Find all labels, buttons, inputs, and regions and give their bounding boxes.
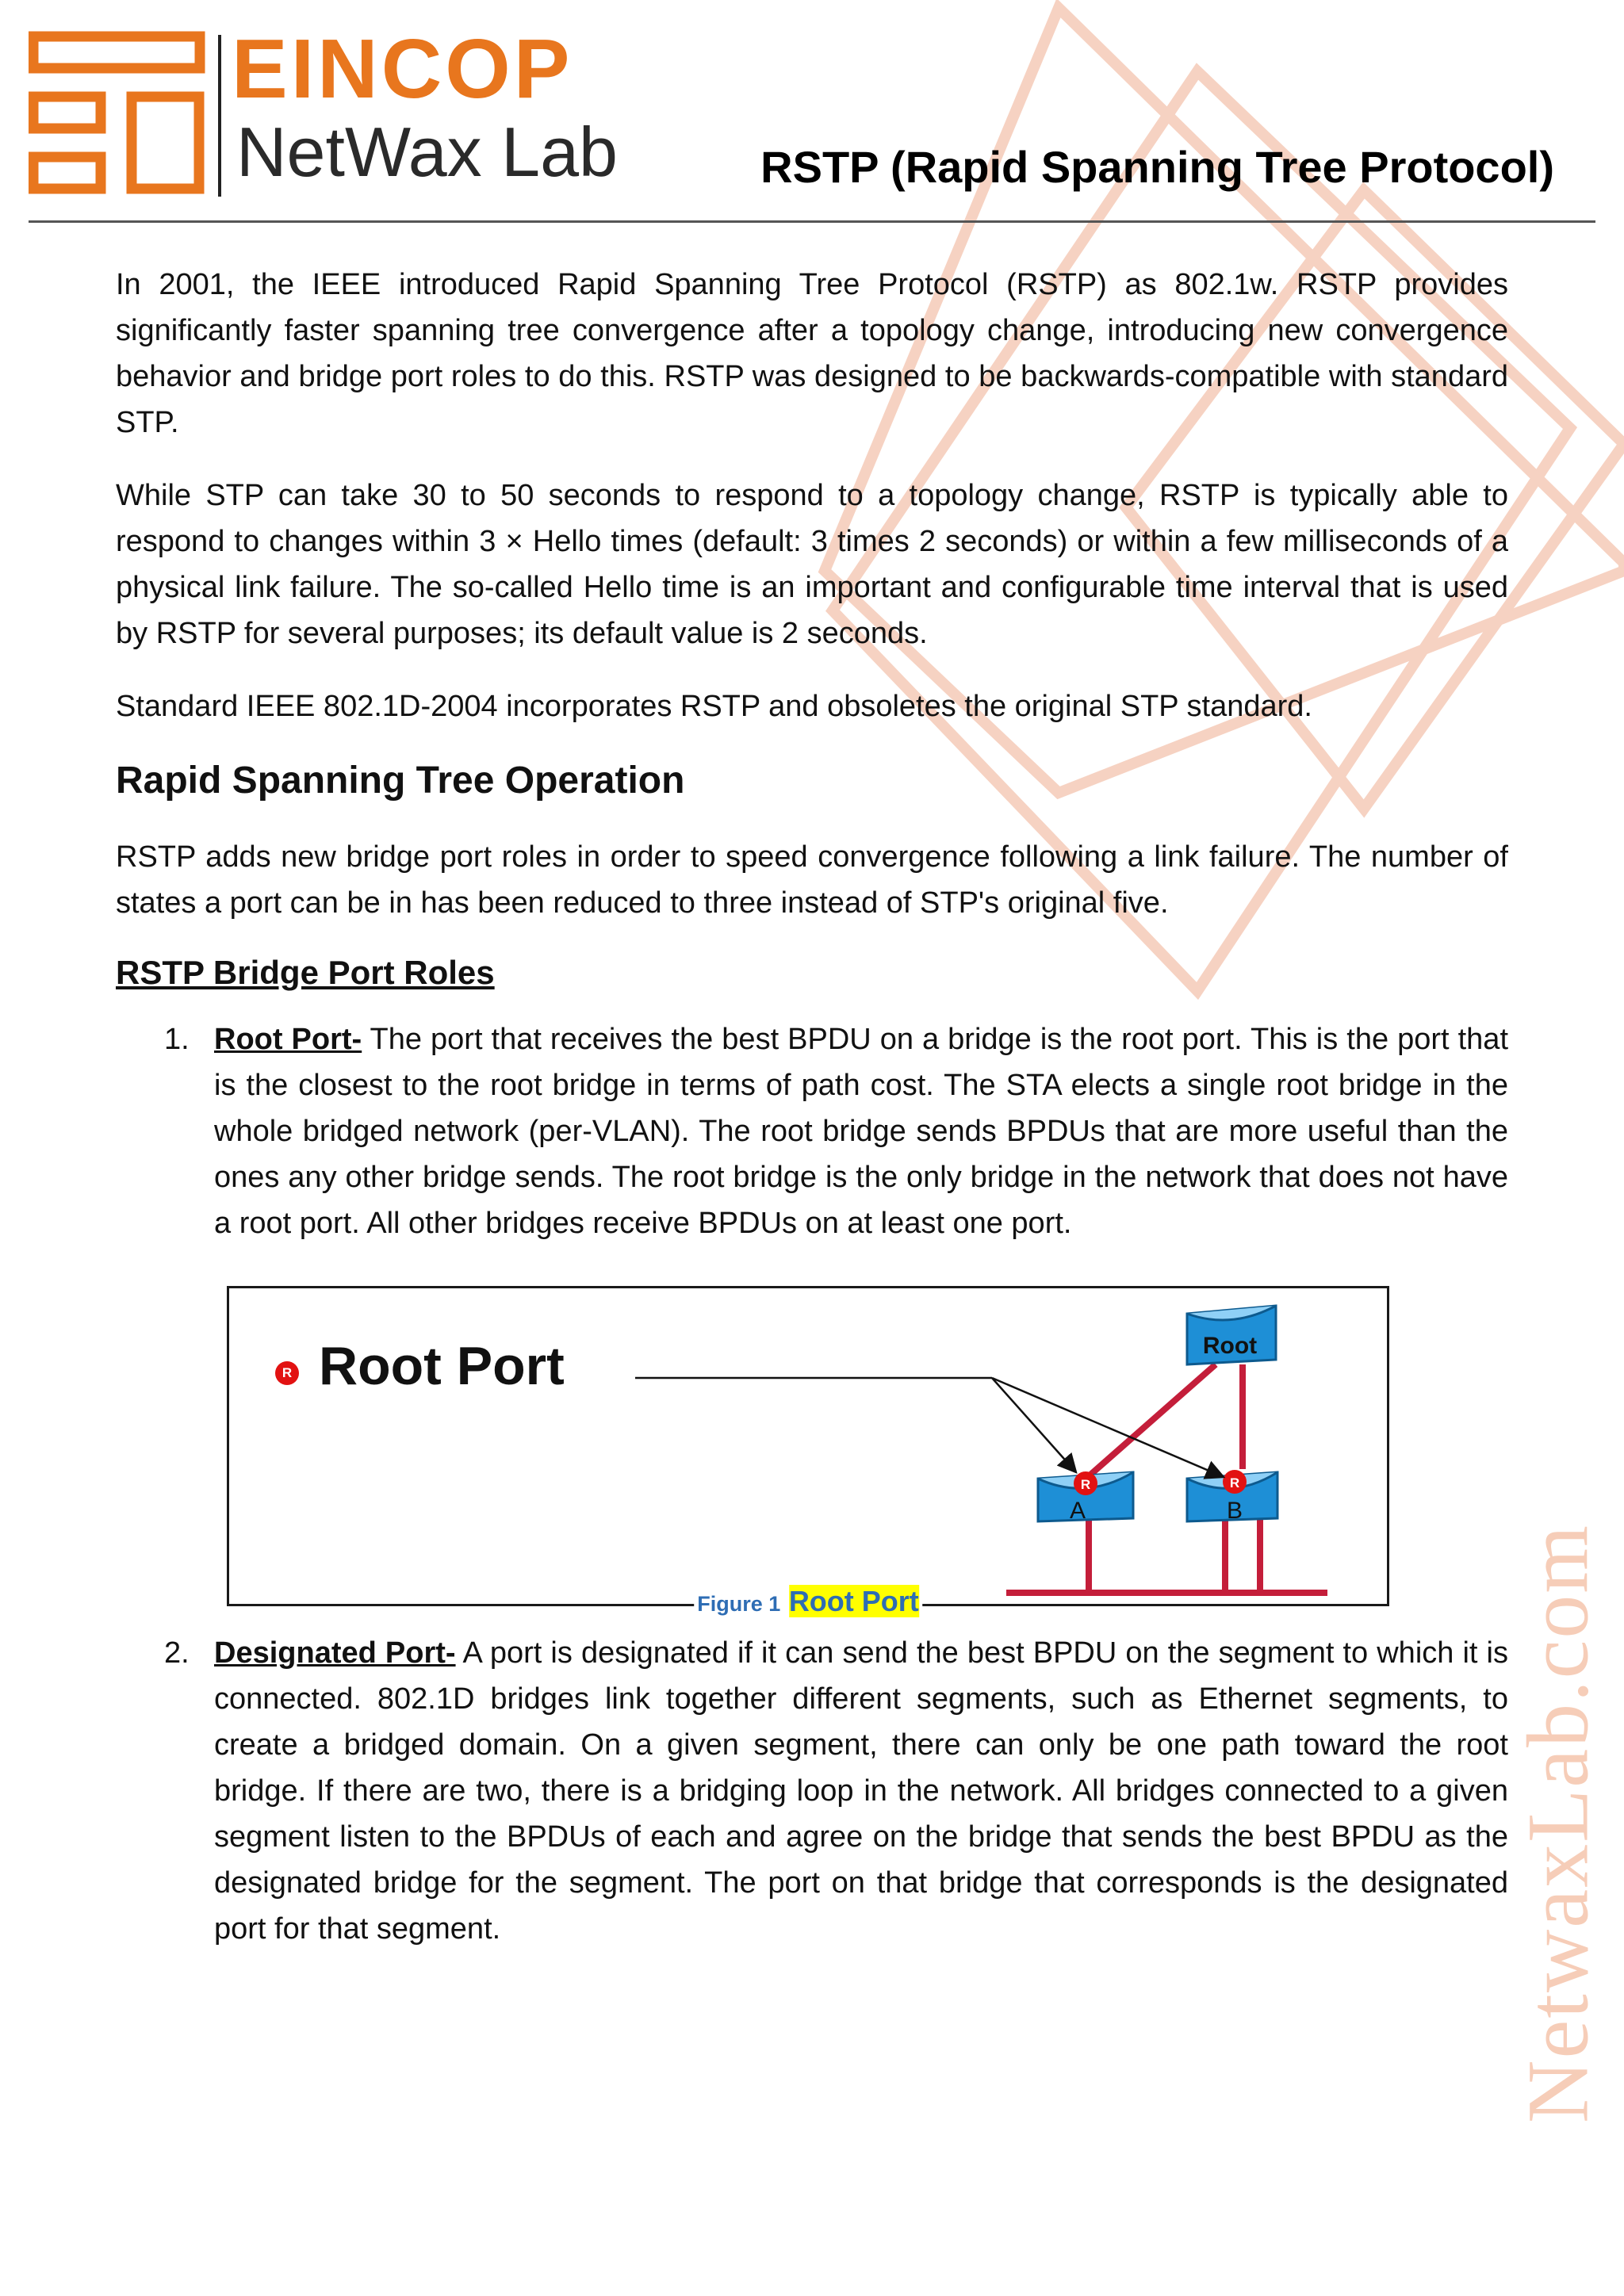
switch-b-label: B [1226,1497,1243,1524]
figure-legend-title: Root Port [319,1335,565,1396]
svg-text:R: R [1229,1475,1240,1490]
header-divider [29,220,1595,223]
pointer-arrows [635,1378,1224,1477]
figure-caption [694,1582,922,1621]
figure-caption-text: Root Port [788,1584,919,1617]
root-port-marker-icon: R [275,1361,299,1385]
intro-paragraph: In 2001, the IEEE introduced Rapid Spanning Tree Protocol (RSTP) as 802.1w. RSTP provides significantly faster spanning tree convergence after a topology change, introducing new convergence behavior and bridge port roles to do this. RSTP was designed to be backwards-compatible with standard STP. [116,268,1508,439]
switch-a-label: A [1069,1497,1086,1524]
root-port-description: The port that receives the best BPDU on a bridge is the root port. This is the port that is the closest to the root bridge in terms of path cost. The STA elects a single root bridge in the whole bridged network (per-VLAN). The root bridge sends BPDUs that are more useful than the ones any other bridge sends. The root bridge is the only bridge in the network that does not have a root port. All other bridges receive BPDUs on at least one port. [214,1022,1508,1240]
intro-paragraph: While STP can take 30 to 50 seconds to respond to a topology change, RSTP is typically able to respond to changes within 3 × Hello times (default: 3 times 2 seconds) or within a few milliseconds of a physical link failure. The so-called Hello time is an important and configurable time interval that is used by RSTP for several purposes; its default value is 2 seconds. [116,479,1508,650]
root-port-marker-a [1074,1471,1097,1495]
root-switch-icon [1187,1306,1276,1364]
list-number: 2. [164,1636,190,1670]
network-diagram [229,1288,1392,1609]
document-body [116,262,1508,1952]
link-root-to-a [1090,1364,1216,1475]
section-heading: Rapid Spanning Tree Operation [116,760,685,802]
figure-number: Figure 1 [697,1591,781,1616]
operation-paragraph: RSTP adds new bridge port roles in order to speed convergence following a link failure. The number of states a port can be in has been reduced to three instead of STP's original five. [116,840,1508,920]
term-designated-port: Designated Port- [214,1636,456,1670]
document-title: RSTP (Rapid Spanning Tree Protocol) [760,142,1554,192]
list-item-root-port [164,1016,1508,1246]
logo-separator [218,35,221,197]
brand-name: EINCOP [232,22,573,116]
term-root-port: Root Port- [214,1022,362,1056]
list-item-designated-port [164,1630,1508,1952]
svg-text:R: R [1080,1476,1091,1492]
eincop-logo-icon [29,30,207,197]
watermark-text: NetwaxLab.com [1509,1524,1607,2123]
list-number: 1. [164,1022,190,1056]
figure-root-port [227,1286,1389,1617]
subsection-heading: RSTP Bridge Port Roles [116,953,495,991]
page-header [29,24,1595,224]
brand-subtitle: NetWax Lab [236,113,618,191]
root-switch-label: Root [1202,1332,1258,1359]
intro-paragraph: Standard IEEE 802.1D-2004 incorporates RSTP and obsoletes the original STP standard. [116,690,1312,723]
designated-port-description: A port is designated if it can send the best BPDU on the segment to which it is connected. 802.1D bridges link together different segments, such as Ethernet segments, to create a bridged domain. On a given segment, there can only be one path toward the root bridge. If there are two, there is a bridging loop in the network. All bridges connected to a given segment listen to the BPDUs of each and agree on the bridge that sends the best BPDU as the designated bridge for the segment. The port on that bridge that corresponds is the designated port for that segment. [214,1636,1508,1946]
arrow-to-a [992,1378,1076,1472]
root-port-marker-b [1223,1470,1247,1494]
